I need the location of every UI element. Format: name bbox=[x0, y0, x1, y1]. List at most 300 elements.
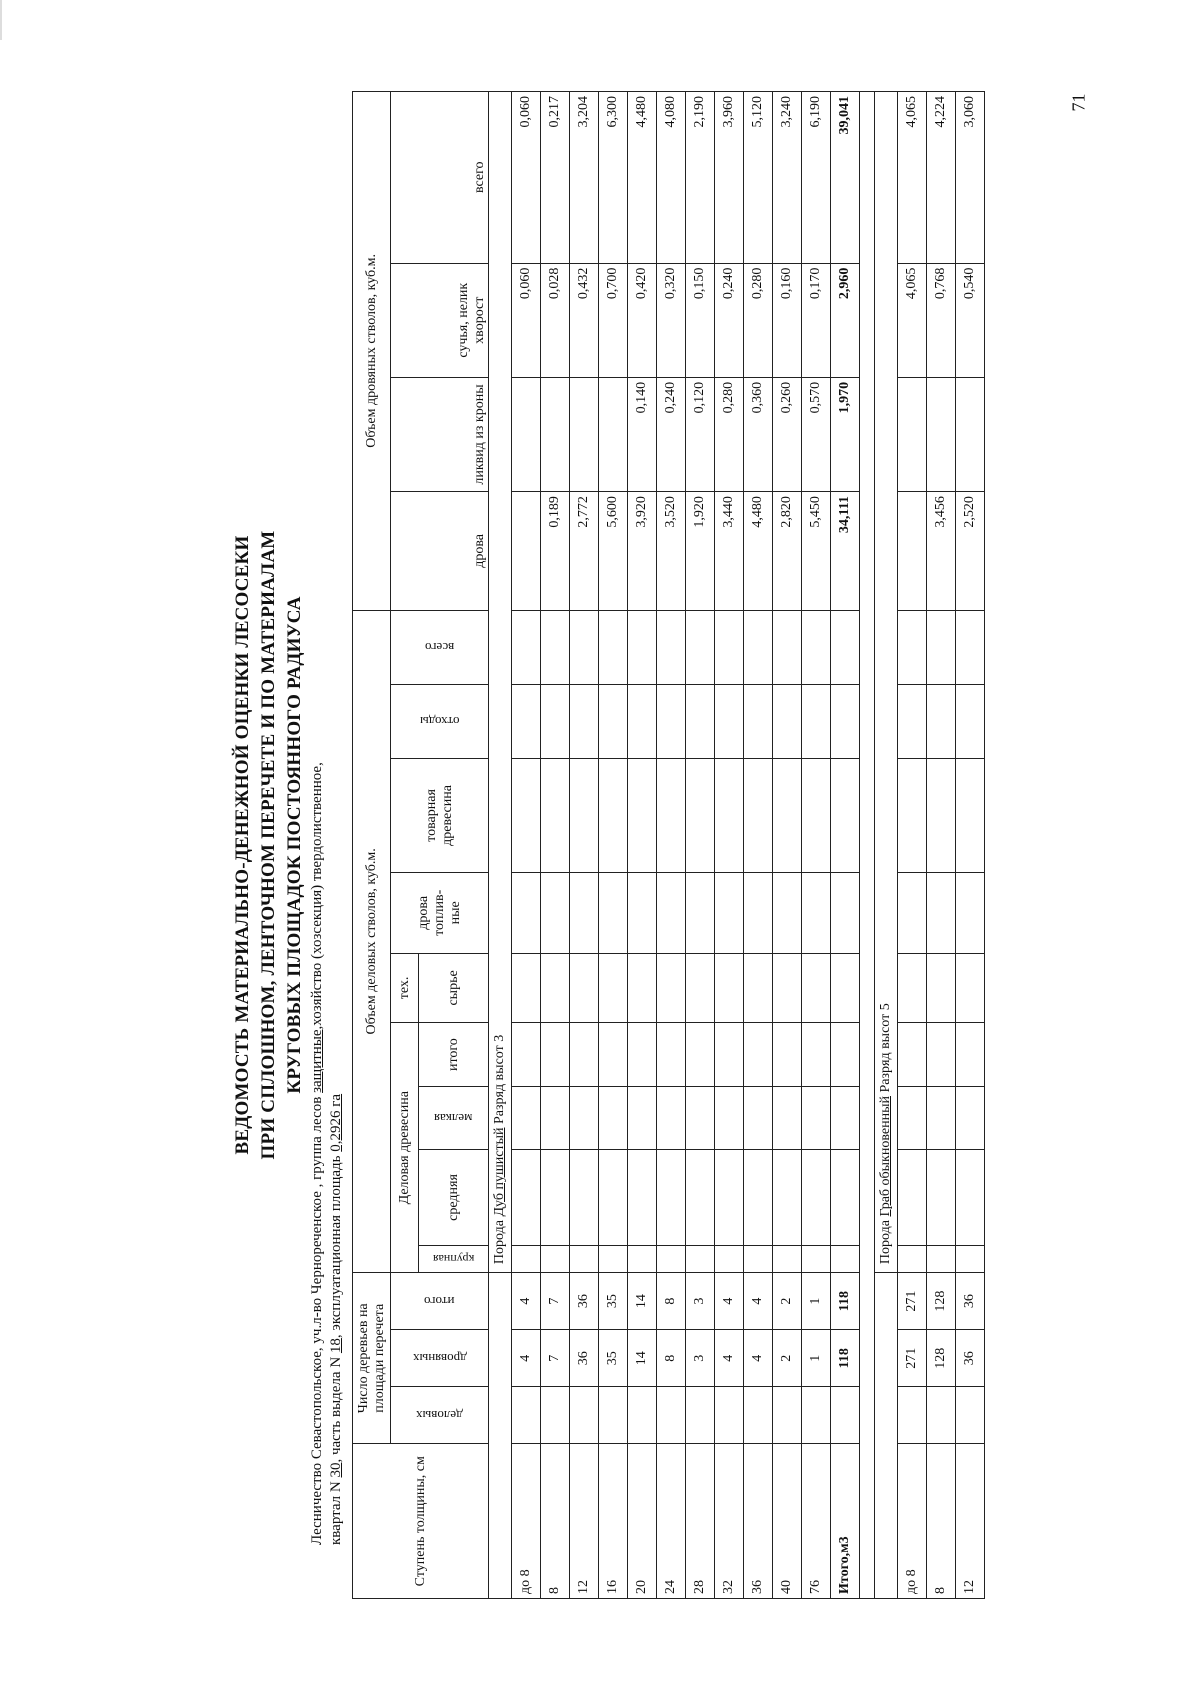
cell-itogo: 1 bbox=[802, 1273, 831, 1330]
cell-empty bbox=[686, 1245, 715, 1273]
cell-empty bbox=[599, 1023, 628, 1086]
cell-empty bbox=[541, 953, 570, 1023]
cell-empty bbox=[599, 873, 628, 953]
cell-empty bbox=[541, 1086, 570, 1149]
section-1-total-row bbox=[831, 92, 860, 1599]
cell-del bbox=[570, 1387, 599, 1444]
header-stage: Ступень толщины, см bbox=[353, 1444, 489, 1599]
header-delovyh: деловых bbox=[416, 1408, 463, 1424]
cell-vsego: 4,080 bbox=[657, 92, 686, 264]
cell-itogo: 7 bbox=[541, 1273, 570, 1330]
cell-empty bbox=[898, 758, 927, 872]
cell-empty bbox=[657, 1150, 686, 1245]
info-vydel-label: , часть выдела N bbox=[328, 1353, 344, 1463]
cell-drova: 5,600 bbox=[599, 492, 628, 611]
cell-empty bbox=[657, 1023, 686, 1086]
info-area: 0,2926 bbox=[328, 1110, 344, 1152]
header-drova-topl: дрова топлив- ные bbox=[391, 873, 489, 953]
cell-itogo: 4 bbox=[715, 1273, 744, 1330]
header-drovyanyh: дровяных bbox=[412, 1351, 467, 1367]
info-forestry: Лесничество Севастопольское, уч.л-во Чернореченское , группа лесов bbox=[309, 1092, 325, 1545]
total-del bbox=[831, 1387, 860, 1444]
cell-del bbox=[956, 1387, 985, 1444]
cell-empty bbox=[715, 873, 744, 953]
cell-itogo: 35 bbox=[599, 1273, 628, 1330]
cell-vsego: 0,060 bbox=[512, 92, 541, 264]
cell-suchya: 0,150 bbox=[686, 263, 715, 377]
cell-empty bbox=[744, 610, 773, 684]
cell-empty bbox=[927, 1245, 956, 1273]
header-delovyh-col bbox=[391, 1387, 489, 1444]
section-2-rank: 5 bbox=[878, 1003, 893, 1011]
info-line-2 bbox=[327, 85, 346, 1605]
total-suchya: 2,960 bbox=[831, 263, 860, 377]
cell-vsego: 5,120 bbox=[744, 92, 773, 264]
cell-drov: 1 bbox=[802, 1330, 831, 1387]
cell-likvid bbox=[512, 377, 541, 491]
cell-itogo: 8 bbox=[657, 1273, 686, 1330]
cell-empty bbox=[570, 758, 599, 872]
cell-suchya: 0,028 bbox=[541, 263, 570, 377]
cell-drova: 0,189 bbox=[541, 492, 570, 611]
cell-empty bbox=[541, 684, 570, 758]
table-row bbox=[773, 92, 802, 1599]
header-drovyanyh-col bbox=[391, 1330, 489, 1387]
info-line-1 bbox=[308, 85, 327, 1605]
cell-empty bbox=[715, 610, 744, 684]
cell-empty bbox=[541, 1023, 570, 1086]
cell-drov: 7 bbox=[541, 1330, 570, 1387]
cell-empty bbox=[956, 1086, 985, 1149]
cell-stage: 12 bbox=[570, 1444, 599, 1599]
cell-suchya: 0,700 bbox=[599, 263, 628, 377]
cell-stage: 76 bbox=[802, 1444, 831, 1599]
table-row bbox=[570, 92, 599, 1599]
cell-empty bbox=[744, 873, 773, 953]
cell-empty bbox=[512, 1086, 541, 1149]
table-row bbox=[956, 92, 985, 1599]
cell-itogo: 36 bbox=[956, 1273, 985, 1330]
cell-empty bbox=[773, 758, 802, 872]
header-teh: тех. bbox=[391, 953, 419, 1023]
header-vsego: всего bbox=[391, 92, 489, 264]
total-vsego: 39,041 bbox=[831, 92, 860, 264]
cell-empty bbox=[773, 1086, 802, 1149]
cell-empty bbox=[927, 758, 956, 872]
cell-empty bbox=[715, 1150, 744, 1245]
section-2-species: Граб обыкновенный bbox=[878, 1096, 893, 1217]
cell-empty bbox=[541, 873, 570, 953]
cell-del bbox=[773, 1387, 802, 1444]
header-itogo-trees-col bbox=[391, 1273, 489, 1330]
total-stage: Итого,м3 bbox=[831, 1444, 860, 1599]
cell-drov: 271 bbox=[898, 1330, 927, 1387]
cell-suchya: 0,768 bbox=[927, 263, 956, 377]
page-number: 71 bbox=[1068, 93, 1089, 112]
scan-edge bbox=[0, 0, 2, 40]
info-kvartal-label: квартал N bbox=[328, 1477, 344, 1545]
cell-drov: 3 bbox=[686, 1330, 715, 1387]
cell-stage: 24 bbox=[657, 1444, 686, 1599]
cell-drova: 3,456 bbox=[927, 492, 956, 611]
section-1-rows bbox=[512, 92, 831, 1599]
cell-drova: 2,820 bbox=[773, 492, 802, 611]
cell-empty bbox=[715, 1245, 744, 1273]
header-vol-drov: Объем дровяных стволов, куб.м. bbox=[353, 92, 391, 611]
cell-empty bbox=[956, 1245, 985, 1273]
cell-empty bbox=[956, 1150, 985, 1245]
header-syrye: сырье bbox=[419, 953, 489, 1023]
cell-suchya: 0,170 bbox=[802, 263, 831, 377]
cell-likvid: 0,280 bbox=[715, 377, 744, 491]
cell-empty bbox=[512, 1023, 541, 1086]
cell-empty bbox=[802, 610, 831, 684]
cell-empty bbox=[802, 1150, 831, 1245]
header-itogo-trees: итого bbox=[424, 1294, 455, 1310]
cell-suchya: 0,540 bbox=[956, 263, 985, 377]
cell-vsego: 3,960 bbox=[715, 92, 744, 264]
cell-vsego: 3,204 bbox=[570, 92, 599, 264]
section-1-header bbox=[489, 92, 512, 1599]
info-kvartal: 30 bbox=[328, 1462, 344, 1478]
header-likvid: ликвид из кроны bbox=[391, 377, 489, 491]
cell-suchya: 0,280 bbox=[744, 263, 773, 377]
cell-stage: 36 bbox=[744, 1444, 773, 1599]
cell-empty bbox=[512, 610, 541, 684]
cell-empty bbox=[956, 610, 985, 684]
header-suchya: сучья, нелик хворост bbox=[391, 263, 489, 377]
cell-empty bbox=[956, 953, 985, 1023]
rotated-document bbox=[230, 85, 1040, 1605]
section-2-header bbox=[875, 92, 898, 1599]
cell-empty bbox=[773, 1023, 802, 1086]
cell-del bbox=[628, 1387, 657, 1444]
cell-empty bbox=[898, 610, 927, 684]
header-vsego-del-col bbox=[391, 610, 489, 684]
cell-suchya: 0,240 bbox=[715, 263, 744, 377]
header-othody-col bbox=[391, 684, 489, 758]
section-1-species: Дуб пушистый bbox=[492, 1127, 507, 1217]
section-1-prefix: Порода bbox=[492, 1216, 507, 1265]
cell-empty bbox=[628, 1023, 657, 1086]
cell-empty bbox=[956, 684, 985, 758]
cell-empty bbox=[773, 1150, 802, 1245]
cell-empty bbox=[686, 1023, 715, 1086]
cell-suchya: 0,060 bbox=[512, 263, 541, 377]
cell-vsego: 4,480 bbox=[628, 92, 657, 264]
cell-vsego: 3,060 bbox=[956, 92, 985, 264]
cell-empty bbox=[802, 953, 831, 1023]
cell-empty bbox=[599, 758, 628, 872]
cell-empty bbox=[628, 1245, 657, 1273]
valuation-table bbox=[352, 91, 985, 1599]
cell-stage: 40 bbox=[773, 1444, 802, 1599]
table-row bbox=[512, 92, 541, 1599]
cell-empty bbox=[898, 953, 927, 1023]
cell-empty bbox=[512, 873, 541, 953]
section-1-rank-label: Разряд высот bbox=[492, 1041, 507, 1128]
cell-empty bbox=[599, 1086, 628, 1149]
cell-empty bbox=[628, 684, 657, 758]
cell-empty bbox=[927, 953, 956, 1023]
cell-stage: 20 bbox=[628, 1444, 657, 1599]
cell-drov: 4 bbox=[512, 1330, 541, 1387]
cell-suchya: 4,065 bbox=[898, 263, 927, 377]
cell-empty bbox=[744, 953, 773, 1023]
header-melkaya-col bbox=[419, 1086, 489, 1149]
cell-empty bbox=[773, 1245, 802, 1273]
cell-del bbox=[657, 1387, 686, 1444]
cell-likvid: 0,140 bbox=[628, 377, 657, 491]
header-vsego-del: всего bbox=[424, 640, 455, 656]
cell-drova: 3,520 bbox=[657, 492, 686, 611]
cell-drov: 4 bbox=[715, 1330, 744, 1387]
cell-empty bbox=[686, 610, 715, 684]
cell-empty bbox=[512, 684, 541, 758]
info-forest-group: защитные bbox=[309, 1029, 325, 1093]
header-srednyaya: средняя bbox=[419, 1150, 489, 1245]
cell-drova: 3,920 bbox=[628, 492, 657, 611]
section-2-label bbox=[875, 92, 898, 1273]
cell-empty bbox=[802, 1086, 831, 1149]
cell-vsego: 4,224 bbox=[927, 92, 956, 264]
cell-stage: 12 bbox=[956, 1444, 985, 1599]
spacer-row bbox=[860, 92, 875, 1599]
cell-itogo: 128 bbox=[927, 1273, 956, 1330]
cell-empty bbox=[657, 953, 686, 1023]
cell-stage: 28 bbox=[686, 1444, 715, 1599]
cell-del bbox=[715, 1387, 744, 1444]
total-itogo: 118 bbox=[831, 1273, 860, 1330]
info-area-unit: га bbox=[328, 1093, 344, 1111]
table-row bbox=[541, 92, 570, 1599]
cell-vsego: 6,300 bbox=[599, 92, 628, 264]
cell-empty bbox=[686, 953, 715, 1023]
cell-drov: 36 bbox=[570, 1330, 599, 1387]
cell-empty bbox=[686, 873, 715, 953]
cell-stage: до 8 bbox=[898, 1444, 927, 1599]
cell-empty bbox=[570, 953, 599, 1023]
cell-empty bbox=[898, 684, 927, 758]
cell-likvid: 0,260 bbox=[773, 377, 802, 491]
cell-stage: 8 bbox=[541, 1444, 570, 1599]
total-drova: 34,111 bbox=[831, 492, 860, 611]
table-row bbox=[802, 92, 831, 1599]
cell-empty bbox=[686, 1150, 715, 1245]
table-row bbox=[657, 92, 686, 1599]
cell-empty bbox=[744, 1245, 773, 1273]
header-vol-delovyh: Объем деловых стволов, куб.м. bbox=[353, 610, 391, 1272]
cell-empty bbox=[715, 1023, 744, 1086]
table-row bbox=[927, 92, 956, 1599]
cell-drova: 1,920 bbox=[686, 492, 715, 611]
cell-itogo: 3 bbox=[686, 1273, 715, 1330]
table-row bbox=[744, 92, 773, 1599]
cell-empty bbox=[744, 758, 773, 872]
cell-drova: 2,772 bbox=[570, 492, 599, 611]
header-krupnaya-col bbox=[419, 1245, 489, 1273]
cell-empty bbox=[686, 1086, 715, 1149]
cell-empty bbox=[802, 684, 831, 758]
cell-likvid bbox=[599, 377, 628, 491]
cell-empty bbox=[927, 610, 956, 684]
cell-stage: 16 bbox=[599, 1444, 628, 1599]
cell-drov: 4 bbox=[744, 1330, 773, 1387]
cell-empty bbox=[512, 953, 541, 1023]
cell-empty bbox=[898, 873, 927, 953]
cell-drova: 4,480 bbox=[744, 492, 773, 611]
total-likvid: 1,970 bbox=[831, 377, 860, 491]
cell-likvid: 0,570 bbox=[802, 377, 831, 491]
cell-empty bbox=[657, 758, 686, 872]
cell-empty bbox=[657, 610, 686, 684]
cell-empty bbox=[802, 758, 831, 872]
cell-suchya: 0,320 bbox=[657, 263, 686, 377]
cell-empty bbox=[570, 1023, 599, 1086]
table-row bbox=[599, 92, 628, 1599]
cell-empty bbox=[773, 873, 802, 953]
cell-empty bbox=[802, 1023, 831, 1086]
cell-empty bbox=[541, 758, 570, 872]
cell-del bbox=[744, 1387, 773, 1444]
section-2-rows bbox=[898, 92, 985, 1599]
section-2-prefix: Порода bbox=[878, 1216, 893, 1265]
table-row bbox=[628, 92, 657, 1599]
table-row bbox=[715, 92, 744, 1599]
cell-vsego: 0,217 bbox=[541, 92, 570, 264]
cell-itogo: 4 bbox=[512, 1273, 541, 1330]
cell-stage: до 8 bbox=[512, 1444, 541, 1599]
cell-itogo: 4 bbox=[744, 1273, 773, 1330]
title-line-3: КРУГОВЫХ ПЛОЩАДОК ПОСТОЯННОГО РАДИУСА bbox=[284, 596, 305, 1094]
cell-drova: 5,450 bbox=[802, 492, 831, 611]
cell-drova bbox=[512, 492, 541, 611]
cell-empty bbox=[599, 953, 628, 1023]
cell-del bbox=[599, 1387, 628, 1444]
cell-empty bbox=[744, 1023, 773, 1086]
info-area-label: , эксплуатационная площадь bbox=[328, 1151, 344, 1339]
cell-itogo: 2 bbox=[773, 1273, 802, 1330]
cell-empty bbox=[927, 1086, 956, 1149]
cell-empty bbox=[512, 758, 541, 872]
cell-empty bbox=[570, 684, 599, 758]
cell-empty bbox=[570, 1150, 599, 1245]
cell-empty bbox=[773, 684, 802, 758]
cell-empty bbox=[599, 1150, 628, 1245]
cell-empty bbox=[956, 758, 985, 872]
cell-empty bbox=[599, 684, 628, 758]
cell-del bbox=[898, 1387, 927, 1444]
cell-likvid bbox=[541, 377, 570, 491]
cell-vsego: 6,190 bbox=[802, 92, 831, 264]
cell-empty bbox=[657, 873, 686, 953]
cell-empty bbox=[802, 1245, 831, 1273]
header-krupnaya: крупная bbox=[432, 1251, 475, 1266]
header-trees-count: Число деревьев на площади перечета bbox=[353, 1273, 391, 1444]
cell-del bbox=[512, 1387, 541, 1444]
cell-drova: 3,440 bbox=[715, 492, 744, 611]
header-drova: дрова bbox=[391, 492, 489, 611]
title-line-1: ВЕДОМОСТЬ МАТЕРИАЛЬНО-ДЕНЕЖНОЙ ОЦЕНКИ ЛЕСОСЕКИ bbox=[232, 535, 253, 1155]
cell-empty bbox=[628, 758, 657, 872]
table-row bbox=[898, 92, 927, 1599]
cell-suchya: 0,160 bbox=[773, 263, 802, 377]
cell-del bbox=[802, 1387, 831, 1444]
header-othody: отходы bbox=[419, 714, 460, 730]
cell-itogo: 14 bbox=[628, 1273, 657, 1330]
cell-drov: 35 bbox=[599, 1330, 628, 1387]
cell-vsego: 4,065 bbox=[898, 92, 927, 264]
section-2-rank-label: Разряд высот bbox=[878, 1010, 893, 1097]
cell-suchya: 0,432 bbox=[570, 263, 599, 377]
cell-empty bbox=[744, 684, 773, 758]
section-1-rank: 3 bbox=[492, 1034, 507, 1042]
cell-suchya: 0,420 bbox=[628, 263, 657, 377]
cell-drova bbox=[898, 492, 927, 611]
cell-del bbox=[927, 1387, 956, 1444]
header-melkaya: мелкая bbox=[434, 1111, 473, 1127]
cell-empty bbox=[570, 873, 599, 953]
cell-empty bbox=[541, 610, 570, 684]
cell-empty bbox=[744, 1086, 773, 1149]
document-header bbox=[230, 85, 346, 1605]
cell-likvid bbox=[956, 377, 985, 491]
cell-empty bbox=[570, 1245, 599, 1273]
cell-drov: 36 bbox=[956, 1330, 985, 1387]
cell-empty bbox=[541, 1245, 570, 1273]
cell-del bbox=[541, 1387, 570, 1444]
cell-empty bbox=[599, 610, 628, 684]
cell-empty bbox=[744, 1150, 773, 1245]
cell-empty bbox=[715, 953, 744, 1023]
cell-empty bbox=[898, 1245, 927, 1273]
cell-empty bbox=[956, 873, 985, 953]
cell-likvid: 0,120 bbox=[686, 377, 715, 491]
table-row bbox=[686, 92, 715, 1599]
cell-empty bbox=[628, 1086, 657, 1149]
cell-empty bbox=[898, 1086, 927, 1149]
cell-likvid bbox=[898, 377, 927, 491]
cell-empty bbox=[628, 953, 657, 1023]
cell-vsego: 2,190 bbox=[686, 92, 715, 264]
cell-likvid bbox=[570, 377, 599, 491]
cell-itogo: 36 bbox=[570, 1273, 599, 1330]
cell-empty bbox=[686, 758, 715, 872]
cell-stage: 32 bbox=[715, 1444, 744, 1599]
cell-drov: 2 bbox=[773, 1330, 802, 1387]
cell-empty bbox=[715, 1086, 744, 1149]
cell-vsego: 3,240 bbox=[773, 92, 802, 264]
cell-empty bbox=[898, 1023, 927, 1086]
cell-empty bbox=[657, 1086, 686, 1149]
cell-empty bbox=[628, 1150, 657, 1245]
header-itogo: итого bbox=[419, 1023, 489, 1086]
cell-empty bbox=[657, 1245, 686, 1273]
cell-empty bbox=[570, 610, 599, 684]
cell-empty bbox=[570, 1086, 599, 1149]
cell-empty bbox=[802, 873, 831, 953]
cell-empty bbox=[657, 684, 686, 758]
cell-empty bbox=[927, 1150, 956, 1245]
info-economy: ,хозяйство (хозсекция) твердолиственное, bbox=[309, 762, 325, 1030]
cell-empty bbox=[541, 1150, 570, 1245]
cell-empty bbox=[898, 1150, 927, 1245]
cell-empty bbox=[773, 953, 802, 1023]
cell-empty bbox=[628, 873, 657, 953]
cell-empty bbox=[927, 873, 956, 953]
cell-drov: 128 bbox=[927, 1330, 956, 1387]
cell-empty bbox=[599, 1245, 628, 1273]
